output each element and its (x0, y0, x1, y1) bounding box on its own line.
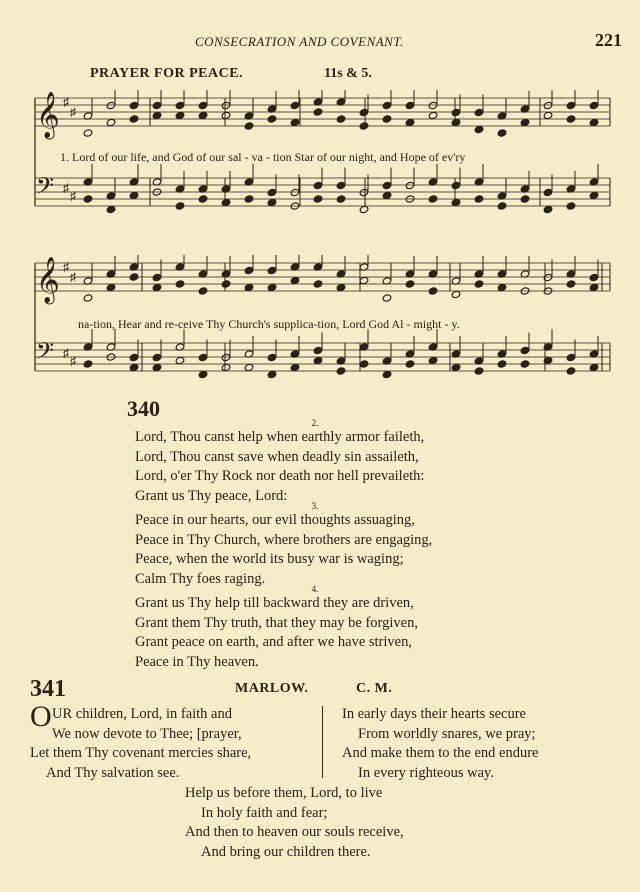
note-head (290, 118, 300, 126)
note-head (336, 283, 346, 291)
stanza-label: 4. (311, 584, 319, 594)
note-head (405, 118, 415, 126)
verse-line: Peace in our hearts, our evil thoughts assuaging, (135, 512, 415, 528)
note-head (313, 181, 323, 189)
verse-line: In holy faith and fear; (201, 804, 328, 821)
treble-clef: 𝄞 (36, 257, 60, 303)
note-head (244, 283, 254, 291)
note-head (106, 283, 116, 291)
note-head (83, 294, 93, 302)
note-head (152, 353, 162, 361)
note-head (382, 294, 392, 302)
note-head (405, 280, 415, 288)
note-head (244, 195, 254, 203)
note-head (589, 118, 599, 126)
sharp-sign: ♯ (63, 95, 69, 109)
verse-line-with-dropcap (30, 700, 251, 733)
note-head (428, 101, 438, 109)
note-head (267, 353, 277, 361)
note-head (106, 118, 116, 126)
treble-clef: 𝄞 (36, 92, 60, 138)
note-head (290, 188, 300, 196)
column-divider (322, 706, 323, 778)
hymn-341-left-column (30, 700, 252, 783)
verse-line: Grant peace on earth, and after we have striven, (135, 634, 412, 650)
note-head (152, 273, 162, 281)
note-head (313, 356, 323, 364)
note-head (428, 195, 438, 203)
note-head (267, 115, 277, 123)
verse-line: Lord, o'er Thy Rock nor death nor hell prevaileth: (135, 468, 425, 484)
note-head (589, 283, 599, 291)
note-head (313, 195, 323, 203)
note-head (83, 360, 93, 368)
verse-line: Lord, Thou canst save when deadly sin assaileth, (135, 448, 419, 465)
note-head (405, 360, 415, 368)
running-head: CONSECRATION AND COVENANT. (195, 34, 404, 49)
note-head (428, 356, 438, 364)
sharp-sign: ♯ (63, 346, 69, 360)
note-head (244, 122, 254, 130)
sharp-sign: ♯ (63, 181, 69, 195)
note-head (313, 108, 323, 116)
note-head (359, 188, 369, 196)
note-head (566, 101, 576, 109)
note-head (198, 353, 208, 361)
note-head (290, 101, 300, 109)
note-head (267, 188, 277, 196)
note-head (566, 202, 576, 210)
lyrics-line-1: 1. Lord of our life, and God of our sal - va - tion Star of our night, and Hope of ev'ry (60, 150, 466, 164)
note-head (474, 280, 484, 288)
note-head (198, 287, 208, 295)
hymn-341-final-stanza (185, 784, 404, 862)
note-head (451, 290, 461, 298)
stanza-4 (135, 584, 495, 672)
note-head (359, 276, 369, 284)
note-head (336, 367, 346, 375)
note-head (589, 363, 599, 371)
bass-clef: 𝄢 (36, 172, 55, 205)
note-head (382, 370, 392, 378)
note-head (336, 181, 346, 189)
note-head (566, 353, 576, 361)
note-head (267, 266, 277, 274)
note-head (497, 360, 507, 368)
note-head (451, 118, 461, 126)
note-head (497, 283, 507, 291)
note-head (566, 115, 576, 123)
note-head (589, 101, 599, 109)
verse-line: Grant us Thy help till backward they are driven, (135, 595, 414, 611)
verse-line: Peace in Thy heaven. (135, 653, 259, 670)
note-head (382, 101, 392, 109)
verse-line: Peace in Thy Church, where brothers are engaging, (135, 531, 433, 548)
note-head (359, 205, 369, 213)
note-head (221, 101, 231, 109)
verse-line: And Thy salvation see. (46, 764, 180, 781)
note-head (175, 356, 185, 364)
drop-cap: O (30, 700, 52, 733)
note-head (152, 283, 162, 291)
note-head (566, 367, 576, 375)
note-head (129, 273, 139, 281)
note-head (106, 101, 116, 109)
note-head (336, 195, 346, 203)
verse-line: Let them Thy covenant mercies share, (30, 745, 252, 761)
note-head (267, 198, 277, 206)
note-head (175, 101, 185, 109)
note-head (543, 205, 553, 213)
verse-line: Help us before them, Lord, to live (185, 785, 383, 801)
note-head (520, 346, 530, 354)
note-head (382, 181, 392, 189)
note-head (428, 287, 438, 295)
note-head (474, 125, 484, 133)
sharp-sign: ♯ (70, 189, 76, 203)
note-head (129, 115, 139, 123)
note-head (451, 198, 461, 206)
stanza-label: 3. (311, 501, 319, 511)
tune-title: PRAYER FOR PEACE. (90, 66, 244, 81)
note-head (83, 195, 93, 203)
note-head (244, 266, 254, 274)
note-head (198, 195, 208, 203)
note-head (313, 280, 323, 288)
note-head (543, 111, 553, 119)
note-head (175, 202, 185, 210)
note-head (221, 280, 231, 288)
note-head (198, 101, 208, 109)
sharp-sign: ♯ (70, 270, 76, 284)
verse-line: UR children, Lord, in faith and (52, 706, 232, 722)
page-number: 221 (595, 30, 622, 50)
note-head (405, 101, 415, 109)
verse-line: In every righteous way. (358, 764, 494, 781)
note-head (451, 181, 461, 189)
verse-line: In early days their hearts secure (342, 706, 526, 722)
verse-line: Grant them Thy truth, that they may be forgiven, (135, 614, 418, 631)
note-head (129, 101, 139, 109)
verse-line: And make them to the end endure (342, 745, 539, 761)
note-head (152, 363, 162, 371)
note-head (83, 129, 93, 137)
note-head (497, 129, 507, 137)
note-head (221, 353, 231, 361)
note-head (129, 353, 139, 361)
note-head (106, 205, 116, 213)
note-head (129, 191, 139, 199)
note-head (382, 115, 392, 123)
lyrics-line-2: na-tion, Hear and re-ceive Thy Church's supplica-tion, Lord God Al - might - y. (78, 317, 460, 331)
hymn-341-meter: C. M. (356, 681, 393, 696)
hymn-number-340: 340 (127, 396, 160, 421)
music-system-1 (30, 90, 615, 240)
sharp-sign: ♯ (63, 260, 69, 274)
verse-line: Grant us Thy peace, Lord: (135, 487, 288, 504)
note-head (497, 202, 507, 210)
note-head (198, 370, 208, 378)
hymn-341-right-column (342, 705, 539, 783)
note-head (152, 111, 162, 119)
note-head (520, 360, 530, 368)
note-head (520, 195, 530, 203)
note-head (221, 198, 231, 206)
note-head (198, 111, 208, 119)
note-head (267, 370, 277, 378)
note-head (313, 346, 323, 354)
note-head (359, 122, 369, 130)
note-head (474, 195, 484, 203)
verse-line: Calm Thy foes raging. (135, 570, 266, 587)
verse-line: We now devote to Thee; [prayer, (52, 725, 242, 742)
verse-line: And bring our children there. (201, 843, 371, 860)
verse-line: And then to heaven our souls receive, (185, 824, 404, 840)
tune-meter: 11s & 5. (324, 66, 372, 81)
note-head (428, 111, 438, 119)
note-head (566, 280, 576, 288)
note-head (267, 283, 277, 291)
note-head (244, 363, 254, 371)
verse-line: From worldly snares, we pray; (358, 725, 536, 742)
note-head (589, 273, 599, 281)
note-head (129, 363, 139, 371)
stanza-3 (135, 501, 495, 589)
note-head (451, 363, 461, 371)
note-head (543, 101, 553, 109)
bass-clef: 𝄢 (36, 337, 55, 370)
note-head (359, 108, 369, 116)
note-head (221, 111, 231, 119)
note-head (175, 111, 185, 119)
note-head (520, 118, 530, 126)
note-head (175, 280, 185, 288)
stanza-label: 2. (311, 418, 319, 428)
hymn-341-tune: MARLOW. (235, 681, 309, 696)
note-head (382, 191, 392, 199)
verse-line: Lord, Thou canst help when earthly armor faileth, (135, 429, 425, 445)
note-head (290, 276, 300, 284)
note-head (290, 363, 300, 371)
note-head (221, 363, 231, 371)
note-head (152, 101, 162, 109)
verse-line: Peace, when the world its busy war is waging; (135, 551, 404, 567)
note-head (474, 108, 484, 116)
sharp-sign: ♯ (70, 105, 76, 119)
stanza-2 (135, 418, 495, 506)
note-head (451, 108, 461, 116)
hymn-number-341: 341 (30, 676, 66, 702)
note-head (474, 367, 484, 375)
sharp-sign: ♯ (70, 354, 76, 368)
note-head (336, 115, 346, 123)
note-head (359, 360, 369, 368)
note-head (543, 188, 553, 196)
note-head (589, 191, 599, 199)
note-head (405, 181, 415, 189)
